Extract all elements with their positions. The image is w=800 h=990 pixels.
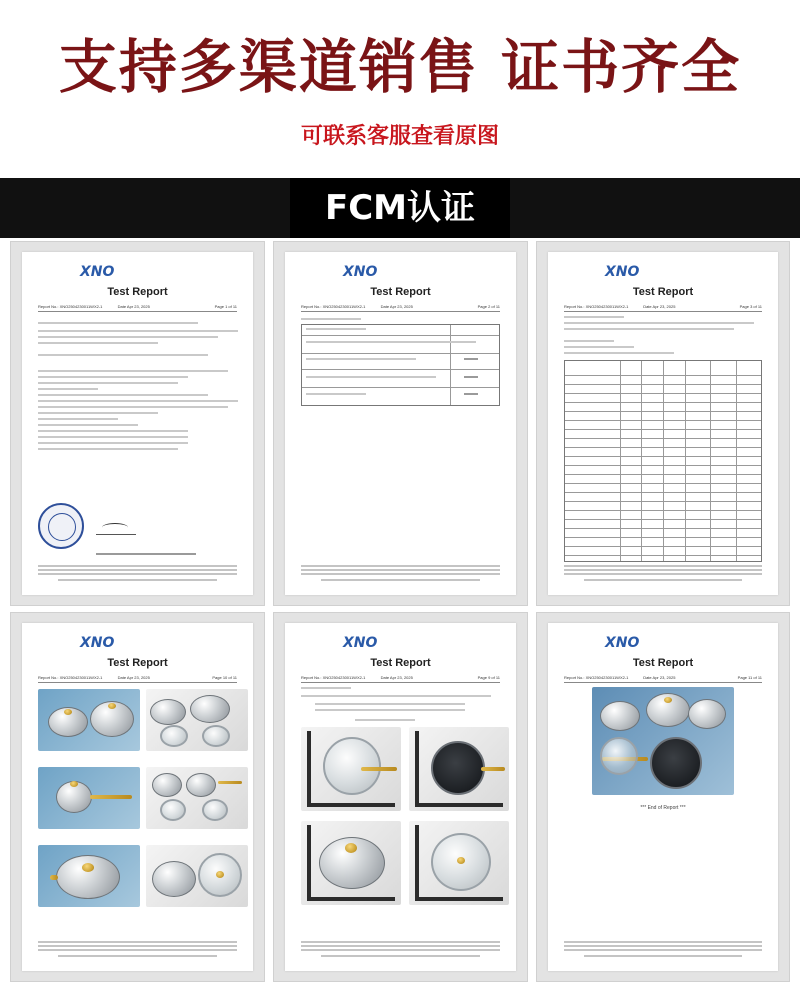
svg-text:XNO: XNO [79,264,114,280]
certification-stamp-icon [38,503,84,549]
end-of-report-text: *** End of Report *** [640,805,686,811]
report-footer [38,939,237,961]
report-date: Date Apr 23, 2025 [643,675,676,680]
report-footer [301,939,500,961]
report-footer [38,563,237,585]
report-title: Test Report [107,286,168,298]
report-number: Report No.: XNO2504230011WX2-1 [564,675,629,680]
report-title: Test Report [632,286,694,298]
xno-logo-icon [341,260,385,282]
report-footer [564,563,762,585]
report-date: Date Apr 23, 2025 [117,304,150,309]
report-sheet [548,252,778,595]
report-date: Date Apr 23, 2025 [380,304,413,309]
certificate-page-3 [536,241,790,606]
report-sheet [22,252,253,595]
xno-logo-icon [78,260,122,282]
report-page: Page 1 of 11 [214,304,237,309]
report-meta [38,304,237,312]
xno-logo-icon [603,260,647,282]
report-number: Report No.: XNO2504230011WX2-1 [564,304,629,309]
svg-text:XNO: XNO [342,635,377,651]
report-page: Page 9 of 11 [477,675,500,680]
certificate-page-2 [273,241,528,606]
report-footer [564,939,762,961]
report-date: Date Apr 23, 2025 [380,675,413,680]
signature-icon [96,521,136,535]
report-number: Report No.: XNO2504230011WX2-1 [38,304,103,309]
report-page: Page 3 of 11 [739,304,762,309]
certificate-page-10 [10,612,265,982]
report-meta [301,675,500,683]
report-page: Page 2 of 11 [477,304,500,309]
report-meta [38,675,237,683]
product-photo [38,845,140,907]
report-sheet [285,252,516,595]
product-photo [592,687,734,795]
report-meta [564,304,762,312]
certificate-page-11 [536,612,790,982]
report-page: Page 11 of 11 [737,675,762,680]
svg-text:XNO: XNO [79,635,114,651]
subheadline: 可联系客服查看原图 [300,124,499,149]
sample-photo [301,727,401,811]
product-photo [38,689,140,751]
report-sheet [548,623,778,971]
report-sheet [22,623,253,971]
report-sheet [285,623,516,971]
report-number: Report No.: XNO2504230011WX2-1 [301,675,366,680]
xno-logo-icon [603,631,647,653]
product-photo [38,767,140,829]
report-title: Test Report [370,657,431,669]
svg-text:XNO: XNO [605,635,640,651]
page-header [0,0,800,175]
report-meta [301,304,500,312]
report-meta [564,675,762,683]
sample-photo [409,821,509,905]
migration-table [564,360,762,562]
sample-photo [409,727,509,811]
certificate-grid [0,238,800,990]
report-number: Report No.: XNO2504230011WX2-1 [301,304,366,309]
report-date: Date Apr 23, 2025 [643,304,676,309]
product-photo [146,845,248,907]
certificate-page-1 [10,241,265,606]
product-photo [146,689,248,751]
svg-text:XNO: XNO [342,264,377,280]
report-page: Page 10 of 11 [212,675,237,680]
report-title: Test Report [370,286,431,298]
product-photo [146,767,248,829]
xno-logo-icon [341,631,385,653]
report-date: Date Apr 23, 2025 [117,675,150,680]
summary-table [301,324,500,406]
certificate-page-9 [273,612,528,982]
report-title: Test Report [107,657,168,669]
report-title: Test Report [632,657,694,669]
report-number: Report No.: XNO2504230011WX2-1 [38,675,103,680]
sample-photo [301,821,401,905]
svg-text:XNO: XNO [605,264,640,280]
headline: 支持多渠道销售 证书齐全 [58,33,742,101]
report-footer [301,563,500,585]
section-label: FCM认证 [290,178,510,238]
xno-logo-icon [78,631,122,653]
